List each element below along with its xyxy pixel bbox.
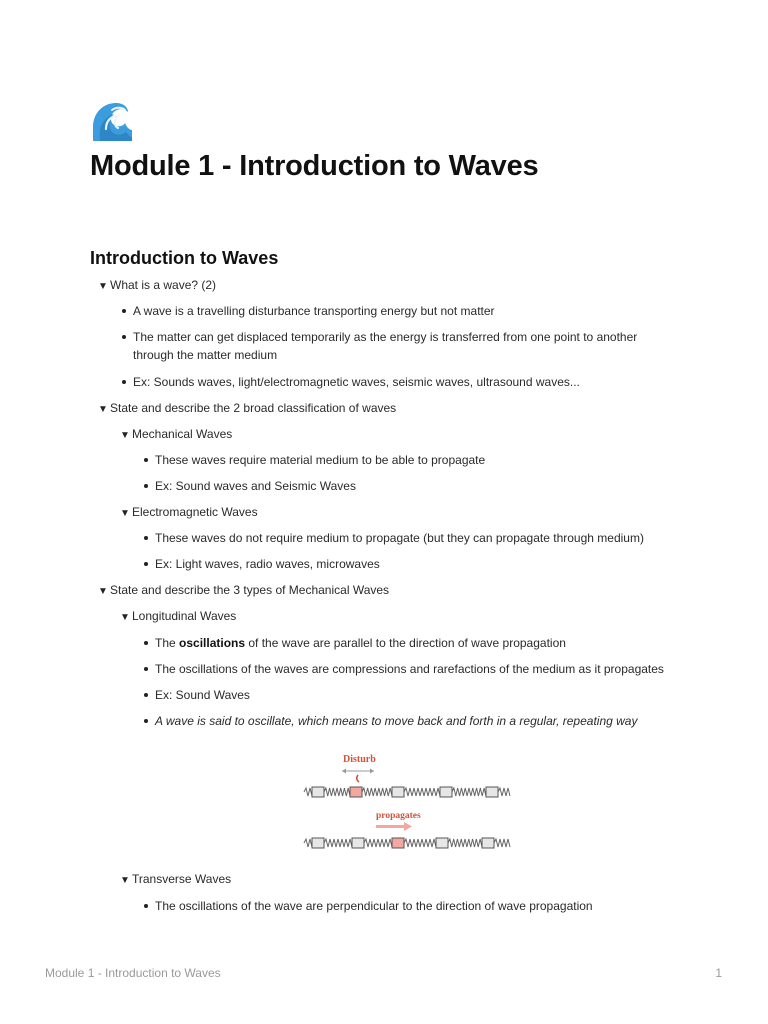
- triangle-down-icon: ▼: [98, 281, 108, 292]
- triangle-down-icon: ▼: [120, 430, 130, 441]
- page-title: Module 1 - Introduction to Waves: [90, 150, 539, 182]
- toggle-label: Mechanical Waves: [132, 427, 233, 441]
- text-prefix: The: [155, 636, 180, 650]
- highlighted-block: [350, 787, 362, 797]
- list-item: Ex: Light waves, radio waves, microwaves: [155, 557, 380, 571]
- toggle-broad-classification[interactable]: [98, 399, 396, 419]
- list-item: The oscillations of the wave are perpendicular to the direction of wave propagation: [155, 899, 593, 913]
- toggle-label: State and describe the 2 broad classification of waves: [110, 401, 397, 415]
- highlighted-block: [392, 838, 404, 848]
- list-item: These waves require material medium to be able to propagate: [155, 453, 486, 467]
- spring-coil: [362, 788, 392, 796]
- propagate-arrow-shaft: [376, 825, 404, 828]
- bullet-icon: [144, 693, 148, 697]
- toggle-label: State and describe the 3 types of Mechanical Waves: [110, 583, 390, 597]
- block: [392, 787, 404, 797]
- bullet-icon: [122, 380, 126, 384]
- block: [482, 838, 494, 848]
- block: [312, 787, 324, 797]
- bullet-icon: [144, 641, 148, 645]
- section-heading: Introduction to Waves: [90, 248, 279, 268]
- toggle-types-of-mechanical-waves[interactable]: [98, 581, 389, 601]
- spring-coil: [498, 788, 510, 796]
- toggle-transverse-waves[interactable]: [120, 870, 231, 890]
- bullet-icon: [144, 719, 148, 723]
- block: [440, 787, 452, 797]
- bullet-icon: [144, 536, 148, 540]
- toggle-label: Longitudinal Waves: [132, 609, 237, 623]
- page-number: 1: [715, 966, 722, 980]
- block: [352, 838, 364, 848]
- spring-coil: [324, 788, 350, 796]
- bold-term: oscillations: [179, 636, 246, 650]
- footer-title: Module 1 - Introduction to Waves: [45, 966, 221, 980]
- block: [312, 838, 324, 848]
- bullet-icon: [122, 309, 126, 313]
- list-item: [155, 712, 637, 730]
- list-item: Ex: Sounds waves, light/electromagnetic waves, seismic waves, ultrasound waves...: [133, 375, 580, 389]
- ocean-wave-icon: [90, 99, 134, 143]
- spring-coil: [324, 839, 352, 847]
- toggle-electromagnetic-waves[interactable]: [120, 503, 258, 523]
- figure-label-disturb: Disturb: [343, 754, 376, 765]
- list-item: These waves do not require medium to propagate (but they can propagate through medium): [155, 531, 644, 545]
- bullet-icon: [144, 484, 148, 488]
- spring-coil: [404, 788, 440, 796]
- spring-coil: [404, 839, 436, 847]
- triangle-down-icon: ▼: [98, 404, 108, 415]
- triangle-down-icon: ▼: [120, 508, 130, 519]
- spring-coil: [452, 788, 486, 796]
- bullet-icon: [144, 562, 148, 566]
- list-item: Ex: Sound waves and Seismic Waves: [155, 479, 356, 493]
- bullet-icon: [122, 335, 126, 339]
- triangle-down-icon: ▼: [120, 875, 130, 886]
- list-item: [155, 634, 566, 652]
- list-item: The matter can get displaced temporarily as the energy is transferred from one point to another through the matter medium: [133, 330, 638, 362]
- toggle-label: Electromagnetic Waves: [132, 505, 258, 519]
- spring-top: [304, 787, 510, 797]
- spring-coil: [304, 839, 312, 847]
- toggle-longitudinal-waves[interactable]: [120, 607, 236, 627]
- text-suffix: of the wave are parallel to the direction of wave propagation: [245, 636, 566, 650]
- block: [436, 838, 448, 848]
- list-item: The oscillations of the waves are compressions and rarefactions of the medium as it propagates: [155, 662, 664, 676]
- triangle-down-icon: ▼: [120, 612, 130, 623]
- toggle-label: What is a wave? (2): [110, 278, 217, 292]
- italic-note: A wave is said to oscillate, which means to move back and forth in a regular, repeating way: [155, 714, 638, 728]
- bullet-icon: [144, 667, 148, 671]
- toggle-label: Transverse Waves: [132, 872, 232, 886]
- bullet-icon: [144, 904, 148, 908]
- bullet-icon: [144, 458, 148, 462]
- block: [486, 787, 498, 797]
- propagate-arrow-head: [404, 822, 412, 831]
- toggle-what-is-a-wave[interactable]: [98, 276, 216, 296]
- spring-coil: [494, 839, 510, 847]
- list-item: Ex: Sound Waves: [155, 688, 250, 702]
- figure-label-propagates: propagates: [376, 811, 421, 821]
- spring-coil: [364, 839, 392, 847]
- longitudinal-wave-figure: [300, 748, 514, 854]
- spring-coil: [448, 839, 482, 847]
- triangle-down-icon: ▼: [98, 586, 108, 597]
- disturb-hand-icon: [357, 775, 359, 782]
- list-item: A wave is a travelling disturbance transporting energy but not matter: [133, 304, 495, 318]
- toggle-mechanical-waves[interactable]: [120, 425, 232, 445]
- spring-coil: [304, 788, 312, 796]
- spring-bottom: [304, 838, 510, 848]
